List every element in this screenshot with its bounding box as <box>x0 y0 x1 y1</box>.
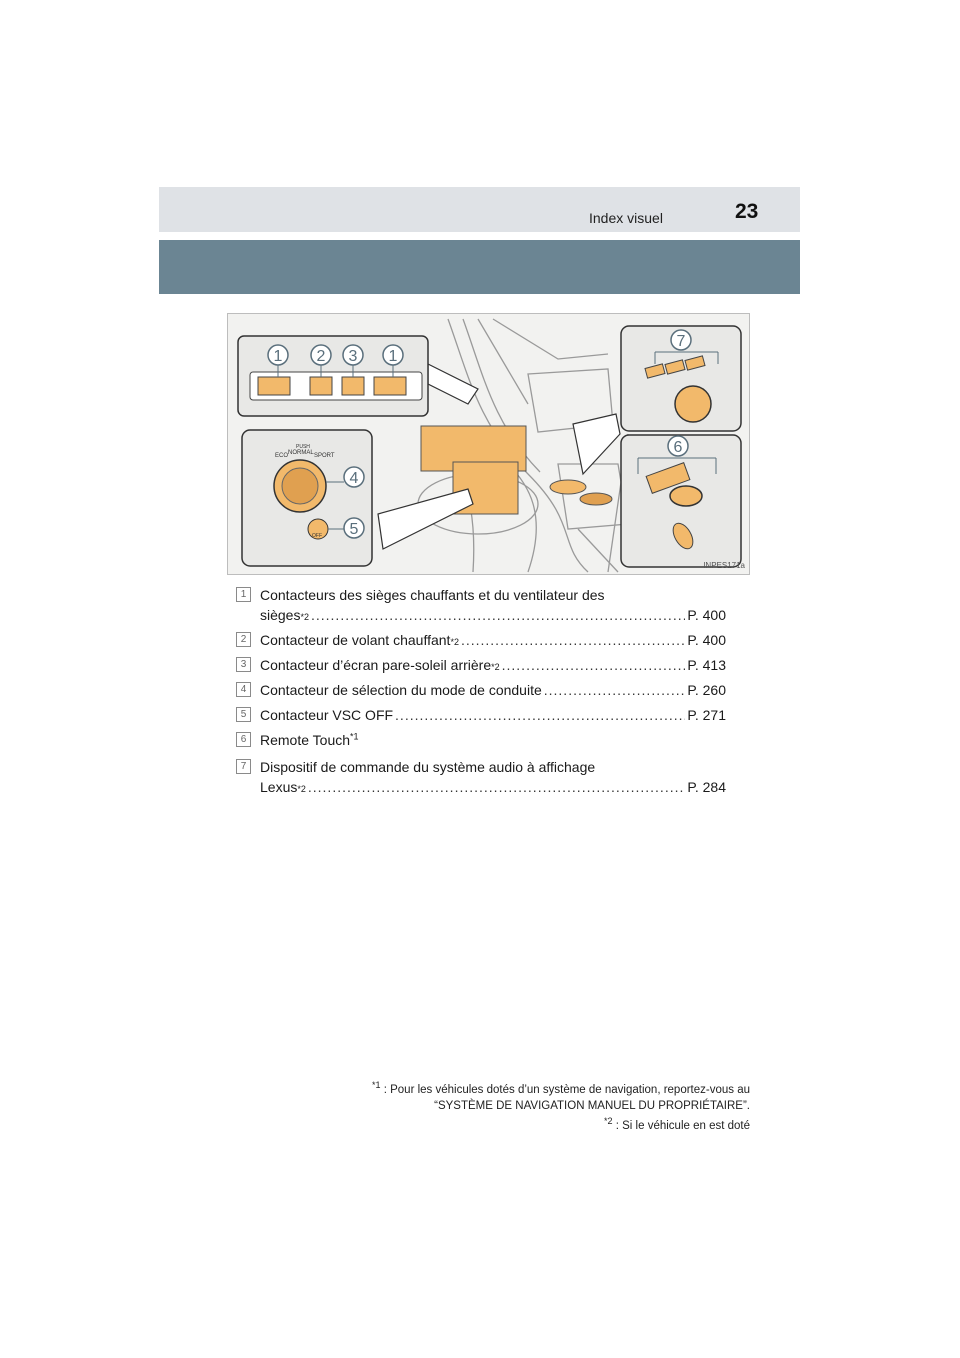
remote-touch-highlight <box>550 480 586 494</box>
legend-number-1: 1 <box>236 587 251 602</box>
remote-touch-pad <box>670 486 702 506</box>
steering-heater-switch <box>310 377 332 395</box>
callout-1-left-label: 1 <box>273 348 283 365</box>
audio-control-knob <box>675 386 711 422</box>
rear-sunshade-switch <box>342 377 364 395</box>
footnote-1 <box>300 1082 750 1098</box>
footnote-2 <box>300 1118 750 1134</box>
footnote-1-text-b: “SYSTÈME DE NAVIGATION MANUEL DU PROPRIÉTAIRE”. <box>434 1100 750 1112</box>
callout-6-label: 6 <box>673 439 683 456</box>
legend-item-5-label: Contacteur VSC OFF <box>260 707 394 723</box>
legend-number-6: 6 <box>236 732 251 747</box>
footnote-1-mark: *1 <box>372 1080 381 1091</box>
legend-number-2: 2 <box>236 632 251 647</box>
callout-5-label: 5 <box>349 521 359 538</box>
callout-4-label: 4 <box>349 470 359 487</box>
legend-item-4-label: Contacteur de sélection du mode de conduite <box>260 682 542 698</box>
legend-item-3-label: Contacteur d’écran pare-soleil arrière <box>260 657 492 673</box>
legend-item-5-page[interactable]: P. 271 <box>687 707 726 723</box>
legend-item-2-label: Contacteur de volant chauffant <box>260 632 451 648</box>
footnote-2-text: : Si le véhicule en est doté <box>612 1120 750 1132</box>
legend-item-7-page[interactable]: P. 284 <box>687 779 726 795</box>
legend-item-2-page[interactable]: P. 400 <box>687 632 726 648</box>
legend-number-5: 5 <box>236 707 251 722</box>
legend-item-6-note: *1 <box>350 731 359 742</box>
seat-heater-switch-right <box>374 377 406 395</box>
legend-item-3-page[interactable]: P. 413 <box>687 657 726 673</box>
callout-1-right-label: 1 <box>388 348 398 365</box>
legend-item-1-line1: Contacteurs des sièges chauffants et du ventilateur des <box>260 587 605 603</box>
legend-item-1-page[interactable]: P. 400 <box>687 607 726 623</box>
callout-7-label: 7 <box>676 333 686 350</box>
vsc-off-label: OFF <box>312 533 322 539</box>
page-number: 23 <box>735 200 759 223</box>
legend-number-4: 4 <box>236 682 251 697</box>
footnotes <box>300 1082 750 1134</box>
legend-number-3: 3 <box>236 657 251 672</box>
legend-item-4-page[interactable]: P. 260 <box>687 682 726 698</box>
dashboard-drawing <box>228 314 750 575</box>
dial-label-normal: NORMAL <box>288 450 314 456</box>
legend-item-7-label: Lexus <box>260 779 298 795</box>
legend-item-1-label: sièges <box>260 607 301 623</box>
image-code: INPES171a <box>703 561 745 570</box>
legend-number-7: 7 <box>236 759 251 774</box>
section-band <box>159 240 800 294</box>
header-bar <box>159 187 800 232</box>
remote-touch-highlight-2 <box>580 493 612 505</box>
dial-label-push: PUSH <box>296 444 310 450</box>
dial-label-sport: SPORT <box>314 453 335 459</box>
section-title: Index visuel <box>589 210 663 226</box>
callout-2-label: 2 <box>316 348 326 365</box>
dashboard-illustration <box>227 313 750 575</box>
seat-heater-switch-left <box>258 377 290 395</box>
legend-item-6-label: Remote Touch <box>260 732 351 748</box>
dial-label-eco: ECO <box>275 453 289 459</box>
legend-item-7-line1: Dispositif de commande du système audio à affichage <box>260 759 596 775</box>
footnote-1-text-a: : Pour les véhicules dotés d’un système de navigation, reportez-vous au <box>380 1084 750 1096</box>
callout-3-label: 3 <box>348 348 358 365</box>
drive-mode-panel <box>242 430 372 566</box>
footnote-2-mark: *2 <box>604 1116 613 1127</box>
